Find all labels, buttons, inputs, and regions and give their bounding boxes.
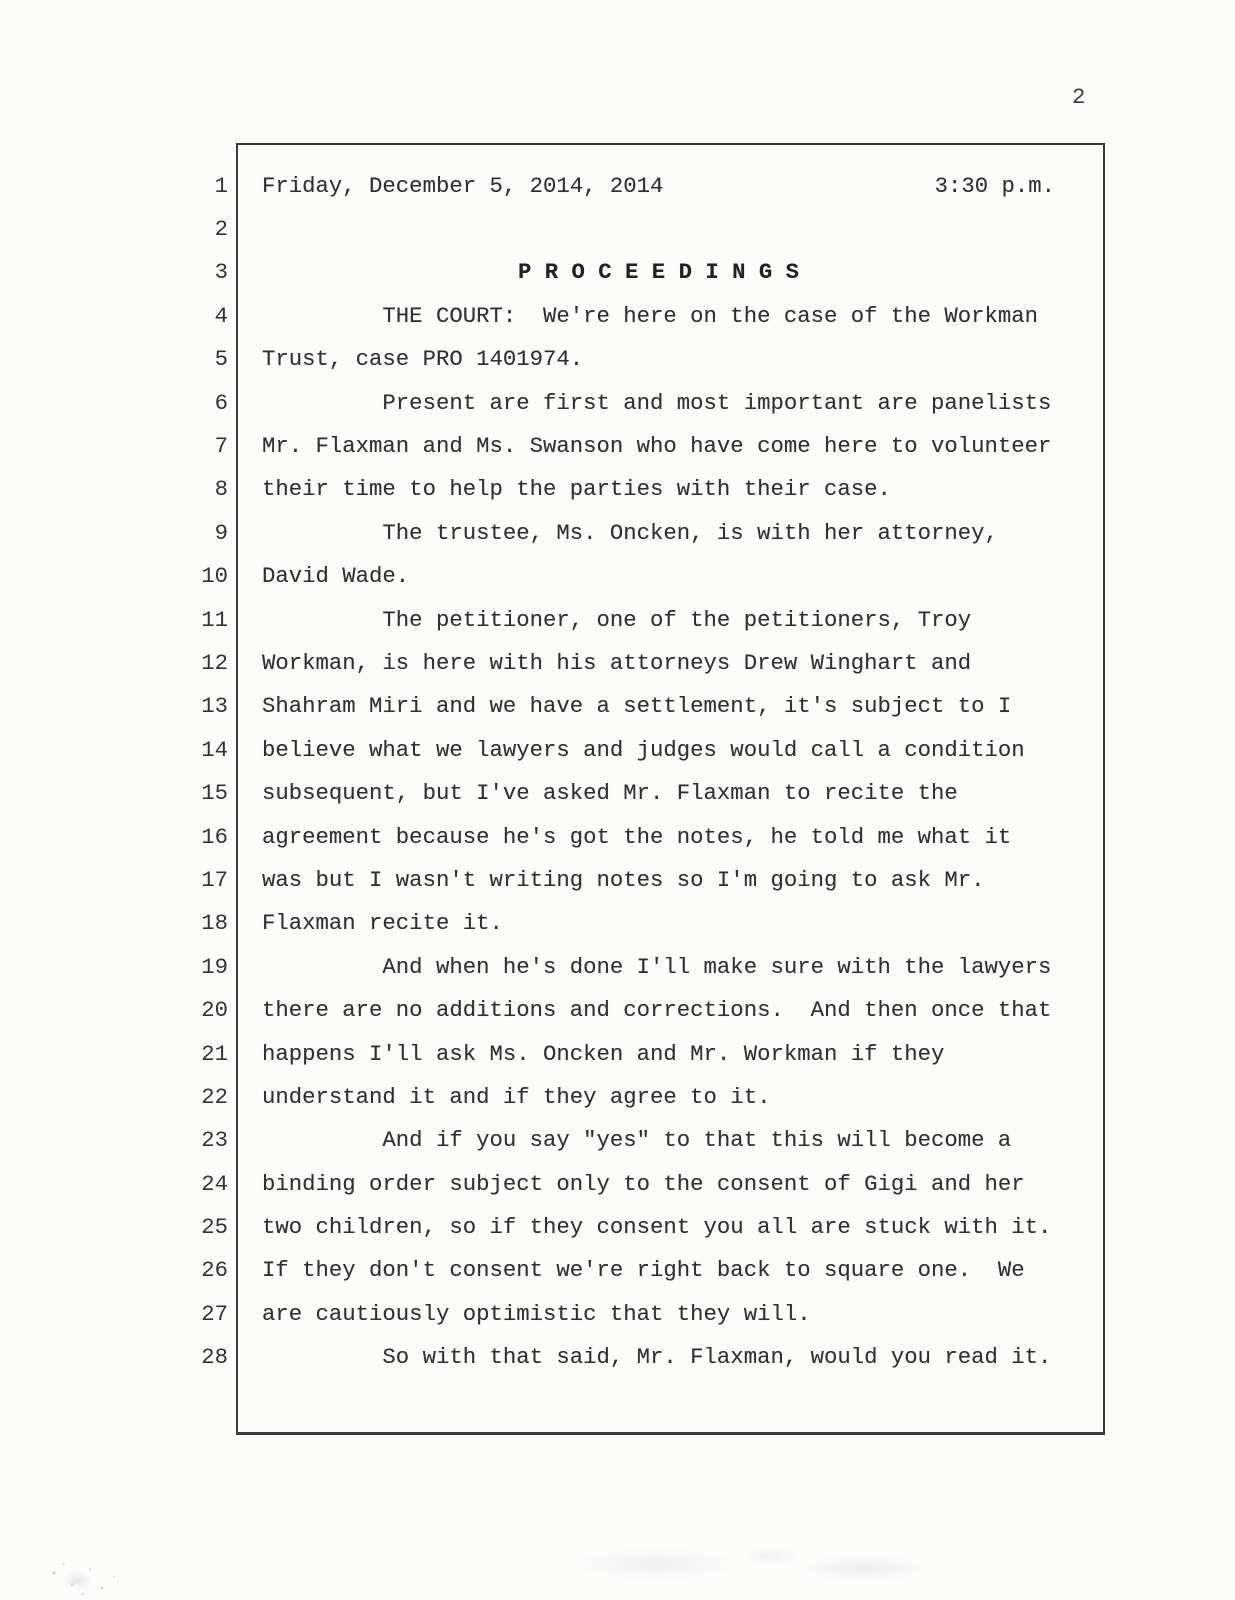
line-number: 22 [201,1083,228,1110]
transcript-line [168,1336,1108,1379]
line-text: subsequent, but I've asked Mr. Flaxman to recite the [262,780,958,807]
line-text: Workman, is here with his attorneys Drew Winghart and [262,649,972,676]
transcript-line [168,988,1108,1031]
transcript-line [168,858,1108,901]
line-text: believe what we lawyers and judges would call a condition [262,736,1025,763]
transcript-line [168,728,1108,771]
line-number: 8 [214,476,228,503]
line-number: 24 [201,1170,228,1197]
transcript-line [168,1032,1108,1075]
line-text: agreement because he's got the notes, he told me what it [262,823,1012,850]
transcript-line [168,164,1108,207]
line-text: understand it and if they agree to it. [262,1083,771,1110]
line-number: 16 [201,823,228,850]
line-text: two children, so if they consent you all are stuck with it. [262,1214,1052,1241]
line-number: 9 [214,519,228,546]
line-number: 3 [214,259,228,286]
line-number: 21 [201,1040,228,1067]
proceedings-heading: P R O C E E D I N G S [518,259,799,286]
line-number: 4 [214,302,228,329]
line-number: 25 [201,1214,228,1241]
line-text: was but I wasn't writing notes so I'm going to ask Mr. [262,866,985,893]
line-text: The trustee, Ms. Oncken, is with her attorney, [382,519,998,546]
scan-smudge-bottom-left [30,1528,150,1600]
line-number: 27 [201,1300,228,1327]
transcript-line [168,251,1108,294]
line-number: 23 [201,1127,228,1154]
line-text: If they don't consent we're right back to square one. We [262,1257,1025,1284]
line-number: 15 [201,780,228,807]
transcript-line [168,815,1108,858]
line-text: And when he's done I'll make sure with the lawyers [382,953,1052,980]
line-text: binding order subject only to the consent of Gigi and her [262,1170,1025,1197]
transcript-line [168,902,1108,945]
line-number: 19 [201,953,228,980]
transcript-line [168,1292,1108,1335]
line-number: 7 [214,433,228,460]
line-number: 14 [201,736,228,763]
transcript-line [168,555,1108,598]
line-text: are cautiously optimistic that they will. [262,1300,811,1327]
transcript-line [168,771,1108,814]
line-text: happens I'll ask Ms. Oncken and Mr. Workman if they [262,1040,945,1067]
line-text: Flaxman recite it. [262,910,503,937]
line-number: 28 [201,1344,228,1371]
transcript-lines [168,164,1108,1379]
line-text: David Wade. [262,563,410,590]
line-text: Shahram Miri and we have a settlement, it's subject to I [262,693,1012,720]
line-text: And if you say "yes" to that this will become a [382,1127,1012,1154]
line-number: 13 [201,693,228,720]
transcript-line [168,207,1108,250]
transcript-line [168,381,1108,424]
transcript-line [168,1162,1108,1205]
line-text: THE COURT: We're here on the case of the Workman [382,302,1039,329]
transcript-line [168,598,1108,641]
transcript-line [168,1205,1108,1248]
line-number: 18 [201,910,228,937]
line-text: Mr. Flaxman and Ms. Swanson who have come here to volunteer [262,433,1052,460]
line-number: 2 [214,216,228,243]
page-number: 2 [1072,84,1086,110]
transcript-line [168,511,1108,554]
transcript-line [168,424,1108,467]
line-number: 20 [201,997,228,1024]
transcript-line [168,338,1108,381]
session-time: 3:30 p.m. [934,172,1055,199]
line-text: The petitioner, one of the petitioners, Troy [382,606,972,633]
line-number: 12 [201,649,228,676]
line-number: 1 [214,172,228,199]
transcript-line [168,294,1108,337]
transcript-line [168,1249,1108,1292]
line-text: Present are first and most important are panelists [382,389,1052,416]
transcript-line [168,945,1108,988]
scan-smudge-bottom-center [500,1520,1020,1600]
line-number: 17 [201,866,228,893]
transcript-line [168,468,1108,511]
line-text: So with that said, Mr. Flaxman, would you read it. [382,1344,1052,1371]
transcript-line [168,1075,1108,1118]
line-text: there are no additions and corrections. And then once that [262,997,1052,1024]
transcript-line [168,641,1108,684]
line-text: Friday, December 5, 2014, 2014 3:30 p.m. [262,172,1055,199]
line-number: 26 [201,1257,228,1284]
line-number: 11 [201,606,228,633]
transcript-line [168,685,1108,728]
line-number: 10 [201,563,228,590]
transcript-line [168,1119,1108,1162]
line-text: Trust, case PRO 1401974. [262,346,584,373]
line-number: 5 [214,346,228,373]
line-number: 6 [214,389,228,416]
line-text: their time to help the parties with their case. [262,476,891,503]
